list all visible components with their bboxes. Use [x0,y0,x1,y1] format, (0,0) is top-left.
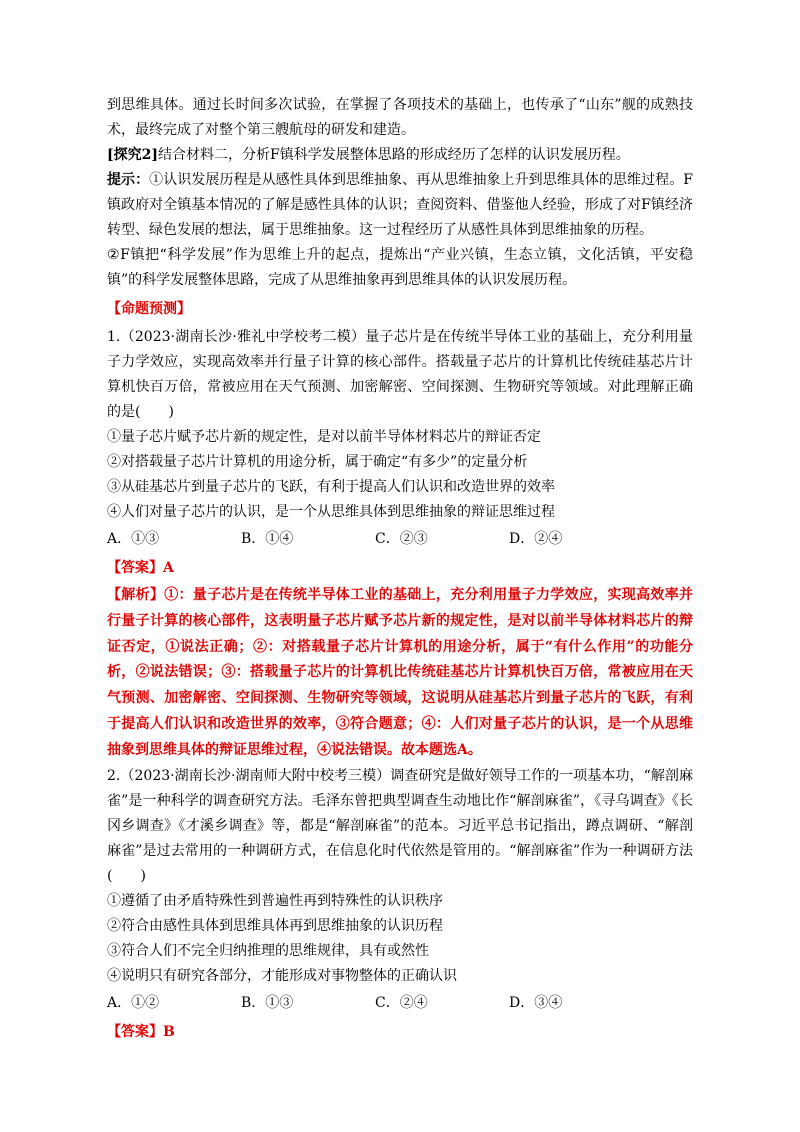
q1-stem-text: 量子芯片是在传统半导体工业的基础上，充分利用量子力学效应，实现高效率并行量子计算的核心部件。搭载量子芯片的计算机比传统硅基芯片计算机快百万倍，常被应用在天气预测、加密解密、空间探测、生物研究等领域。对此理解正确的是( ) [107,329,693,420]
q1-answer-label: 【答案】 [107,560,163,576]
q2-answer [107,1020,693,1045]
q2-statement: ③符合人们不完全归纳推理的思维规律，具有或然性 [107,942,429,959]
q2-answer-label: 【答案】 [107,1023,163,1040]
q1-number: 1. [107,329,121,345]
q1-option-c: C．②③ [375,531,428,547]
hint-label: 提示： [107,172,150,188]
q1-statement: ④人们对量子芯片的认识，是一个从思维具体到思维抽象的辩证思维过程 [107,504,555,520]
q1-options [107,527,693,552]
q1-statement: ③从硅基芯片到量子芯片的飞跃，有利于提高人们认识和改造世界的效率 [107,479,555,495]
q1-analysis-text: ①：量子芯片是在传统半导体工业的基础上，充分利用量子力学效应，实现高效率并行量子计算的核心部件，这表明量子芯片赋予芯片新的规定性，是对以前半导体材料芯片的辩证否定，①说法正确；②：对搭载量子芯片计算机的用途分析，属于“有什么作用”的功能分析，②说法错误；③：搭载量子芯片的计算机比传统硅基芯片计算机快百万倍，常被应用在天气预测、加密解密、空间探测、生物研究等领域，这说明从硅基芯片到量子芯片的飞跃，有利于提高人们认识和改造世界的效率，③符合题意；④：人们对量子芯片的认识，是一个从思维抽象到思维具体的辩证思维过程，④说法错误。故本题选A。 [107,587,694,758]
hint-paragraph-2: ②F镇把“科学发展”作为思维上升的起点，提炼出“产业兴镇，生态立镇，文化活镇，平安稳镇”的科学发展整体思路，完成了从思维抽象再到思维具体的认识发展历程。 [107,247,693,288]
document-page [107,93,693,1047]
q2-statement: ④说明只有研究各部分，才能形成对事物整体的正确认识 [107,967,457,984]
explore2-label: [探究2] [107,147,158,163]
q1-option-b: B．①④ [241,531,294,547]
section-title: 【命题预测】 [107,301,191,317]
q2-answer-value: B [163,1023,175,1040]
intro-paragraph: 到思维具体。通过长时间多次试验，在掌握了各项技术的基础上，也传承了“山东”舰的成熟技术，最终完成了对整个第三艘航母的研发和建造。 [107,97,693,138]
q2-option-b: B．①③ [241,994,294,1011]
q2-option-c: C．②④ [375,994,428,1011]
q2-number: 2. [107,767,121,784]
q2-stem-text: 调查研究是做好领导工作的一项基本功，“解剖麻雀”是一种科学的调查研究方法。毛泽东曾把典型调查生动地比作“解剖麻雀”，《寻乌调查》《长冈乡调查》《才溪乡调查》等，都是“解剖麻雀”的范本。习近平总书记指出，蹲点调研、“解剖麻雀”是过去常用的一种调研方式，在信息化时代依然是管用的。“解剖麻雀”作为一种调研方法( ) [107,767,694,884]
q2-statement: ①遵循了由矛盾特殊性到普遍性再到特殊性的认识秩序 [107,892,443,909]
q2-option-a: A．①② [107,994,160,1011]
q2-source: （2023·湖南长沙·湖南师大附中校考三模） [120,767,391,784]
q1-statement: ②对搭载量子芯片计算机的用途分析，属于确定“有多少”的定量分析 [107,454,528,470]
q1-analysis [107,583,693,764]
q1-statement: ①量子芯片赋予芯片新的规定性，是对以前半导体材料芯片的辩证否定 [107,429,541,445]
q2-stem [107,764,693,889]
q1-option-d: D．②④ [509,531,563,547]
q1-option-a: A．①③ [107,531,160,547]
q2-options [107,991,693,1016]
q1-answer [107,556,693,581]
hint-paragraph-1 [107,168,693,243]
q1-stem [107,325,693,425]
q1-answer-value: A [163,560,174,576]
q1-analysis-label: 【解析】 [107,587,165,603]
q1-source: （2023·湖南长沙·雅礼中学校考二模） [120,329,366,345]
q2-option-d: D．③④ [509,994,563,1011]
hint-text-1: ①认识发展历程是从感性具体到思维抽象、再从思维抽象上升到思维具体的思维过程。F镇政府对全镇基本情况的了解是感性具体的认识；查阅资料、借鉴他人经验，形成了对F镇经济转型、绿色发展的想法，属于思维抽象。这一过程经历了从感性具体到思维抽象的历程。 [107,172,693,238]
explore2-question [107,143,693,168]
q2-statement: ②符合由感性具体到思维具体再到思维抽象的认识历程 [107,917,443,934]
explore2-text: 结合材料二，分析F镇科学发展整体思路的形成经历了怎样的认识发展历程。 [158,147,630,163]
